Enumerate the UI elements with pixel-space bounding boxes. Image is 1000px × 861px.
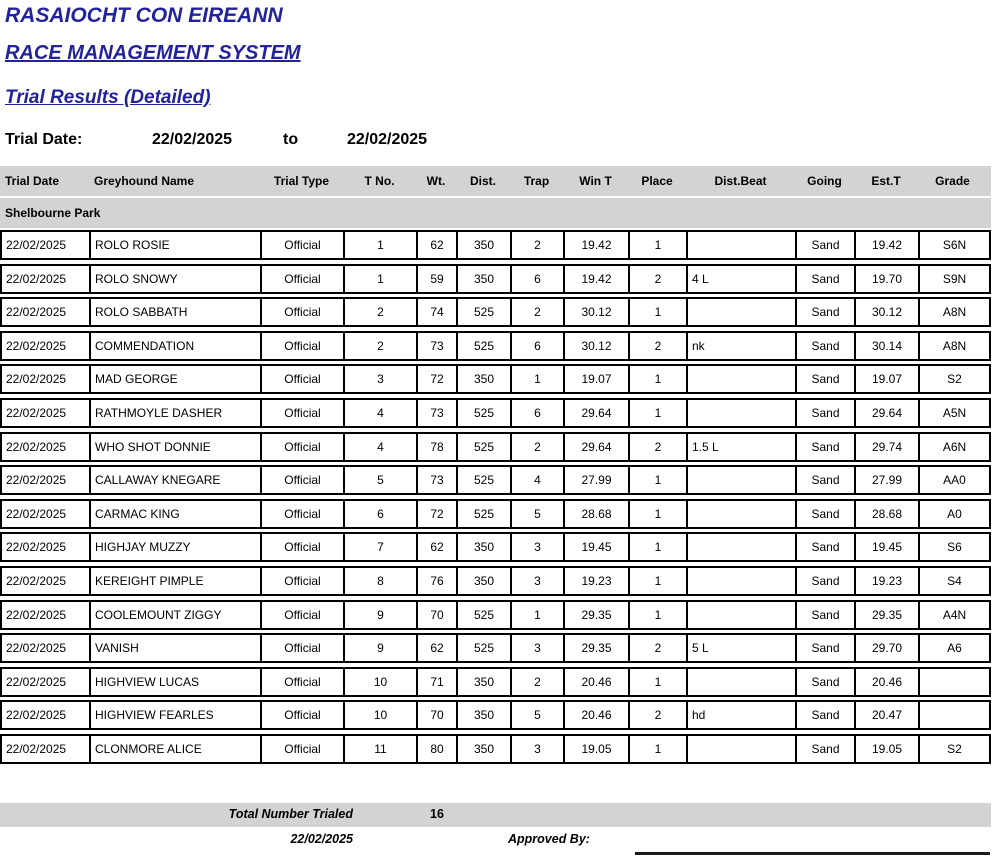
- cell-est_t: 29.35: [856, 602, 920, 628]
- cell-grade: S4: [947, 573, 962, 588]
- table-header-row: [0, 166, 991, 196]
- cell-trial_type: Official: [262, 366, 345, 392]
- cell-greyhound_name: KEREIGHT PIMPLE: [91, 568, 262, 594]
- table-row: [0, 264, 991, 294]
- cell-trial_date: 22/02/2025: [2, 702, 91, 728]
- cell-t_no: 3: [345, 366, 418, 392]
- table-row: [0, 499, 991, 529]
- cell-trap: 6: [512, 400, 565, 426]
- cell-grade: S9N: [942, 271, 967, 286]
- cell-t_no: 8: [345, 568, 418, 594]
- cell-place: 2: [630, 333, 688, 359]
- cell-win_t: 19.07: [565, 366, 630, 392]
- cell-going: Sand: [797, 366, 856, 392]
- cell-greyhound_name: WHO SHOT DONNIE: [91, 434, 262, 460]
- cell-t_no: 9: [345, 602, 418, 628]
- cell-dist: 350: [458, 232, 512, 258]
- cell-place: 1: [630, 534, 688, 560]
- cell-trial_date: 22/02/2025: [2, 434, 91, 460]
- table-row: [0, 600, 991, 630]
- cell-going: Sand: [797, 702, 856, 728]
- cell-place: 1: [630, 736, 688, 762]
- cell-trial_date: 22/02/2025: [2, 232, 91, 258]
- cell-greyhound_name: ROLO SABBATH: [91, 299, 262, 325]
- cell-trial_type: Official: [262, 501, 345, 527]
- cell-win_t: 29.64: [565, 434, 630, 460]
- cell-trap: 3: [512, 568, 565, 594]
- cell-place: 1: [630, 602, 688, 628]
- cell-trap: 2: [512, 434, 565, 460]
- column-header-grade: Grade: [935, 174, 970, 188]
- cell-est_t: 30.14: [856, 333, 920, 359]
- cell-going: Sand: [797, 568, 856, 594]
- table-row: [0, 633, 991, 663]
- cell-est_t: 19.07: [856, 366, 920, 392]
- cell-place: 1: [630, 400, 688, 426]
- cell-wt: 80: [418, 736, 458, 762]
- cell-going: Sand: [797, 534, 856, 560]
- cell-t_no: 2: [345, 299, 418, 325]
- cell-place: 1: [630, 501, 688, 527]
- cell-grade: A6: [947, 641, 962, 656]
- cell-dist: 525: [458, 400, 512, 426]
- cell-trap: 6: [512, 266, 565, 292]
- cell-trap: 3: [512, 736, 565, 762]
- cell-place: 1: [630, 669, 688, 695]
- cell-est_t: 28.68: [856, 501, 920, 527]
- cell-dist_beat: nk: [688, 333, 797, 359]
- track-section-row: [0, 198, 991, 228]
- cell-grade: A6N: [942, 439, 967, 454]
- cell-t_no: 10: [345, 669, 418, 695]
- cell-est_t: 19.45: [856, 534, 920, 560]
- table-row: [0, 297, 991, 327]
- cell-dist_beat: [688, 568, 797, 594]
- cell-dist_beat: hd: [688, 702, 797, 728]
- cell-grade: A8N: [942, 338, 967, 353]
- cell-greyhound_name: CARMAC KING: [91, 501, 262, 527]
- cell-trap: 5: [512, 702, 565, 728]
- cell-greyhound_name: CLONMORE ALICE: [91, 736, 262, 762]
- cell-greyhound_name: CALLAWAY KNEGARE: [91, 467, 262, 493]
- cell-going: Sand: [797, 299, 856, 325]
- column-header-place: Place: [641, 174, 673, 188]
- cell-trial_type: Official: [262, 299, 345, 325]
- cell-wt: 71: [418, 669, 458, 695]
- cell-wt: 72: [418, 501, 458, 527]
- cell-trap: 3: [512, 635, 565, 661]
- cell-dist: 350: [458, 736, 512, 762]
- cell-going: Sand: [797, 602, 856, 628]
- cell-place: 1: [630, 366, 688, 392]
- column-header-going: Going: [807, 174, 842, 188]
- cell-grade: A8N: [942, 305, 967, 320]
- column-header-greyhound_name: Greyhound Name: [94, 174, 195, 188]
- cell-dist_beat: [688, 232, 797, 258]
- cell-t_no: 4: [345, 400, 418, 426]
- cell-greyhound_name: VANISH: [91, 635, 262, 661]
- cell-greyhound_name: COMMENDATION: [91, 333, 262, 359]
- cell-dist_beat: 5 L: [688, 635, 797, 661]
- table-row: [0, 700, 991, 730]
- cell-dist: 350: [458, 534, 512, 560]
- report-title: Trial Results (Detailed): [5, 87, 211, 108]
- table-row: [0, 532, 991, 562]
- cell-going: Sand: [797, 400, 856, 426]
- cell-win_t: 29.35: [565, 635, 630, 661]
- cell-place: 2: [630, 702, 688, 728]
- column-header-dist_beat: Dist.Beat: [714, 174, 767, 188]
- results-table: [0, 166, 991, 768]
- cell-win_t: 30.12: [565, 333, 630, 359]
- cell-place: 1: [630, 467, 688, 493]
- trial-date-filter: [0, 131, 1000, 153]
- column-header-trial_date: Trial Date: [5, 174, 60, 188]
- column-header-trap: Trap: [523, 174, 550, 188]
- cell-trial_type: Official: [262, 568, 345, 594]
- cell-greyhound_name: RATHMOYLE DASHER: [91, 400, 262, 426]
- cell-trial_date: 22/02/2025: [2, 534, 91, 560]
- cell-place: 1: [630, 568, 688, 594]
- cell-est_t: 29.64: [856, 400, 920, 426]
- cell-dist: 350: [458, 366, 512, 392]
- approved-by-signature-line: [635, 852, 990, 855]
- total-trialed-label: Total Number Trialed: [228, 807, 353, 821]
- cell-dist: 525: [458, 434, 512, 460]
- cell-t_no: 4: [345, 434, 418, 460]
- cell-trap: 5: [512, 501, 565, 527]
- trial-date-to: 22/02/2025: [347, 131, 428, 148]
- track-name: Shelbourne Park: [5, 206, 101, 220]
- cell-greyhound_name: ROLO ROSIE: [91, 232, 262, 258]
- cell-wt: 62: [418, 232, 458, 258]
- table-row: [0, 331, 991, 361]
- cell-dist: 350: [458, 266, 512, 292]
- cell-wt: 70: [418, 702, 458, 728]
- totals-bar: [0, 803, 991, 827]
- cell-dist_beat: [688, 299, 797, 325]
- cell-dist_beat: 4 L: [688, 266, 797, 292]
- cell-place: 2: [630, 635, 688, 661]
- cell-t_no: 6: [345, 501, 418, 527]
- cell-trial_type: Official: [262, 602, 345, 628]
- cell-going: Sand: [797, 669, 856, 695]
- cell-win_t: 29.35: [565, 602, 630, 628]
- table-row: [0, 667, 991, 697]
- cell-dist: 350: [458, 702, 512, 728]
- cell-dist: 525: [458, 333, 512, 359]
- cell-dist_beat: [688, 366, 797, 392]
- column-header-t_no: T No.: [364, 174, 395, 188]
- cell-trial_type: Official: [262, 333, 345, 359]
- cell-t_no: 2: [345, 333, 418, 359]
- column-header-trial_type: Trial Type: [273, 174, 330, 188]
- cell-est_t: 19.70: [856, 266, 920, 292]
- cell-win_t: 20.46: [565, 702, 630, 728]
- cell-dist_beat: [688, 669, 797, 695]
- column-header-wt: Wt.: [426, 174, 446, 188]
- cell-dist: 525: [458, 602, 512, 628]
- cell-t_no: 1: [345, 232, 418, 258]
- cell-greyhound_name: HIGHVIEW LUCAS: [91, 669, 262, 695]
- table-row: [0, 734, 991, 764]
- cell-going: Sand: [797, 434, 856, 460]
- cell-trial_date: 22/02/2025: [2, 299, 91, 325]
- cell-dist_beat: [688, 736, 797, 762]
- system-title: RACE MANAGEMENT SYSTEM: [5, 42, 301, 64]
- table-row: [0, 432, 991, 462]
- cell-wt: 59: [418, 266, 458, 292]
- column-header-win_t: Win T: [579, 174, 612, 188]
- cell-trial_type: Official: [262, 669, 345, 695]
- cell-est_t: 29.74: [856, 434, 920, 460]
- cell-dist: 525: [458, 501, 512, 527]
- total-trialed-value: 16: [430, 807, 444, 821]
- cell-grade: S2: [947, 372, 962, 387]
- cell-dist: 525: [458, 467, 512, 493]
- cell-place: 1: [630, 232, 688, 258]
- cell-wt: 74: [418, 299, 458, 325]
- cell-grade: S2: [947, 741, 962, 756]
- cell-win_t: 19.42: [565, 266, 630, 292]
- cell-win_t: 20.46: [565, 669, 630, 695]
- cell-t_no: 5: [345, 467, 418, 493]
- cell-est_t: 30.12: [856, 299, 920, 325]
- cell-trap: 1: [512, 602, 565, 628]
- cell-trial_date: 22/02/2025: [2, 635, 91, 661]
- cell-going: Sand: [797, 635, 856, 661]
- cell-grade: A5N: [942, 405, 967, 420]
- footer-line: [0, 832, 1000, 852]
- org-title: RASAIOCHT CON EIREANN: [5, 4, 283, 27]
- cell-est_t: 29.70: [856, 635, 920, 661]
- cell-win_t: 19.05: [565, 736, 630, 762]
- cell-grade: [920, 669, 989, 695]
- cell-going: Sand: [797, 333, 856, 359]
- cell-win_t: 28.68: [565, 501, 630, 527]
- cell-trial_date: 22/02/2025: [2, 568, 91, 594]
- cell-greyhound_name: MAD GEORGE: [91, 366, 262, 392]
- cell-wt: 73: [418, 467, 458, 493]
- cell-grade: AA0: [943, 473, 966, 488]
- table-row: [0, 566, 991, 596]
- cell-dist: 350: [458, 669, 512, 695]
- cell-est_t: 20.46: [856, 669, 920, 695]
- cell-trial_date: 22/02/2025: [2, 602, 91, 628]
- cell-going: Sand: [797, 467, 856, 493]
- trial-date-from: 22/02/2025: [152, 131, 233, 148]
- table-row: [0, 398, 991, 428]
- cell-grade: A4N: [942, 607, 967, 622]
- cell-greyhound_name: HIGHJAY MUZZY: [91, 534, 262, 560]
- column-header-dist: Dist.: [469, 174, 496, 188]
- cell-est_t: 19.05: [856, 736, 920, 762]
- cell-trial_type: Official: [262, 736, 345, 762]
- cell-trial_type: Official: [262, 266, 345, 292]
- cell-grade: [920, 702, 989, 728]
- cell-trial_type: Official: [262, 635, 345, 661]
- cell-wt: 72: [418, 366, 458, 392]
- cell-grade: S6N: [942, 238, 967, 252]
- cell-trap: 2: [512, 232, 565, 258]
- cell-wt: 73: [418, 400, 458, 426]
- cell-wt: 62: [418, 534, 458, 560]
- cell-dist_beat: [688, 467, 797, 493]
- table-row: [0, 230, 991, 260]
- cell-win_t: 27.99: [565, 467, 630, 493]
- cell-place: 2: [630, 266, 688, 292]
- cell-dist_beat: [688, 602, 797, 628]
- cell-dist_beat: [688, 501, 797, 527]
- cell-win_t: 29.64: [565, 400, 630, 426]
- cell-trial_type: Official: [262, 702, 345, 728]
- cell-est_t: 19.42: [856, 232, 920, 258]
- cell-wt: 76: [418, 568, 458, 594]
- cell-wt: 73: [418, 333, 458, 359]
- cell-trial_date: 22/02/2025: [2, 400, 91, 426]
- cell-dist_beat: [688, 534, 797, 560]
- cell-grade: A0: [947, 506, 962, 521]
- cell-dist_beat: 1.5 L: [688, 434, 797, 460]
- cell-trial_type: Official: [262, 434, 345, 460]
- cell-greyhound_name: HIGHVIEW FEARLES: [91, 702, 262, 728]
- cell-place: 2: [630, 434, 688, 460]
- cell-wt: 62: [418, 635, 458, 661]
- cell-trial_date: 22/02/2025: [2, 333, 91, 359]
- cell-wt: 70: [418, 602, 458, 628]
- cell-going: Sand: [797, 736, 856, 762]
- cell-trial_date: 22/02/2025: [2, 736, 91, 762]
- cell-trial_type: Official: [262, 232, 345, 258]
- cell-t_no: 11: [345, 736, 418, 762]
- cell-t_no: 10: [345, 702, 418, 728]
- cell-trap: 4: [512, 467, 565, 493]
- report-date: 22/02/2025: [290, 832, 353, 846]
- cell-dist_beat: [688, 400, 797, 426]
- cell-t_no: 7: [345, 534, 418, 560]
- cell-place: 1: [630, 299, 688, 325]
- cell-est_t: 19.23: [856, 568, 920, 594]
- cell-trap: 1: [512, 366, 565, 392]
- cell-grade: S6: [947, 540, 962, 555]
- cell-t_no: 9: [345, 635, 418, 661]
- cell-trap: 2: [512, 299, 565, 325]
- approved-by-label: Approved By:: [508, 832, 590, 846]
- cell-trial_type: Official: [262, 467, 345, 493]
- cell-trap: 3: [512, 534, 565, 560]
- cell-trial_type: Official: [262, 400, 345, 426]
- cell-going: Sand: [797, 501, 856, 527]
- cell-trial_date: 22/02/2025: [2, 669, 91, 695]
- cell-wt: 78: [418, 434, 458, 460]
- cell-trial_date: 22/02/2025: [2, 467, 91, 493]
- table-row: [0, 465, 991, 495]
- cell-win_t: 19.45: [565, 534, 630, 560]
- cell-trial_date: 22/02/2025: [2, 266, 91, 292]
- cell-dist: 350: [458, 568, 512, 594]
- cell-greyhound_name: COOLEMOUNT ZIGGY: [91, 602, 262, 628]
- cell-win_t: 19.42: [565, 232, 630, 258]
- cell-dist: 525: [458, 635, 512, 661]
- cell-est_t: 27.99: [856, 467, 920, 493]
- cell-dist: 525: [458, 299, 512, 325]
- cell-trial_date: 22/02/2025: [2, 501, 91, 527]
- column-header-est_t: Est.T: [871, 174, 901, 188]
- cell-win_t: 19.23: [565, 568, 630, 594]
- cell-greyhound_name: ROLO SNOWY: [91, 266, 262, 292]
- cell-trap: 6: [512, 333, 565, 359]
- trial-date-label: Trial Date:: [5, 131, 83, 148]
- cell-win_t: 30.12: [565, 299, 630, 325]
- cell-trial_date: 22/02/2025: [2, 366, 91, 392]
- table-body: [0, 230, 991, 764]
- cell-going: Sand: [797, 232, 856, 258]
- table-row: [0, 364, 991, 394]
- cell-going: Sand: [797, 266, 856, 292]
- trial-date-to-label: to: [283, 131, 299, 148]
- cell-trial_type: Official: [262, 534, 345, 560]
- cell-t_no: 1: [345, 266, 418, 292]
- cell-trap: 2: [512, 669, 565, 695]
- cell-est_t: 20.47: [856, 702, 920, 728]
